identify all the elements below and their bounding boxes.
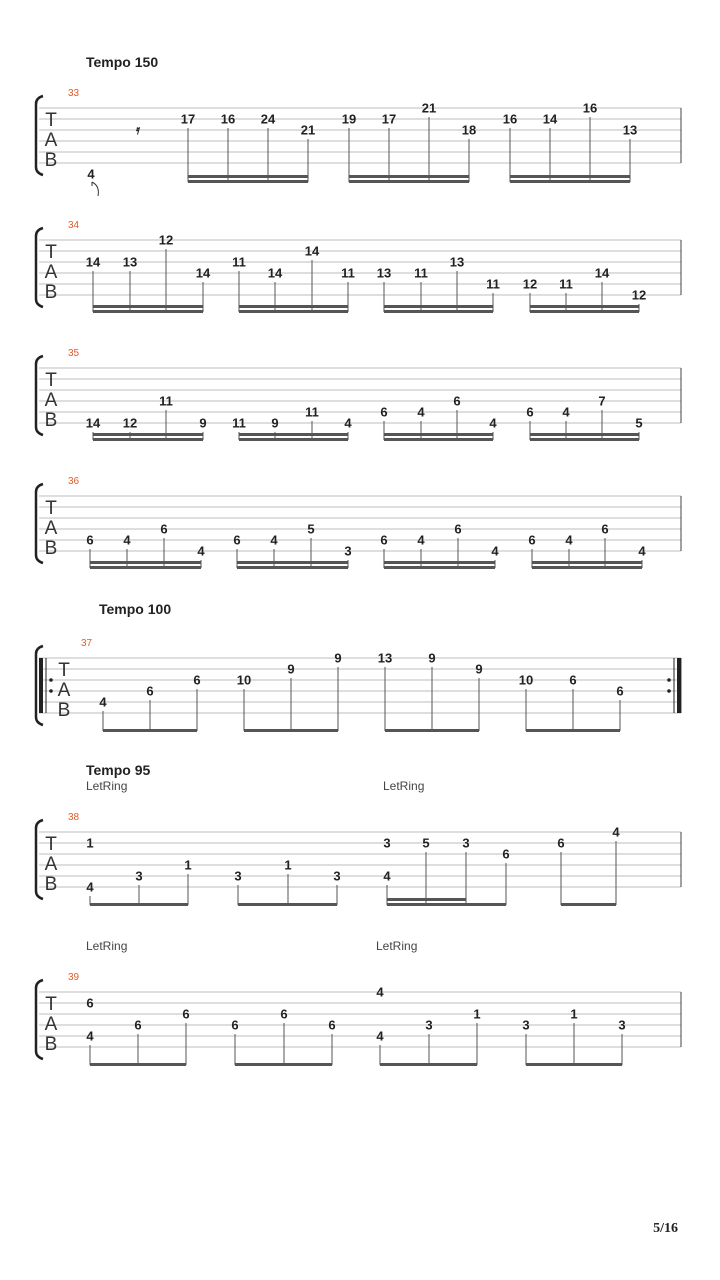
measure-number: 38	[68, 812, 80, 823]
fret-number: 7	[598, 393, 606, 409]
fret-number: 4	[86, 1028, 94, 1044]
fret-number: 12	[158, 232, 174, 248]
fret-number: 3	[462, 835, 470, 851]
fret-number: 4	[376, 1028, 384, 1044]
measure-number: 35	[68, 348, 80, 359]
beam	[384, 561, 495, 564]
fret-number: 4	[87, 166, 95, 182]
fret-number: 17	[180, 111, 196, 127]
fret-number: 19	[341, 111, 357, 127]
fret-number: 10	[236, 672, 252, 688]
beam	[93, 433, 203, 436]
beam	[532, 561, 642, 564]
beam	[188, 180, 308, 183]
measure-number: 33	[68, 88, 80, 99]
beam	[349, 175, 469, 178]
fret-number: 3	[425, 1017, 433, 1033]
fret-number: 6	[86, 532, 94, 548]
fret-number: 4	[612, 824, 620, 840]
fret-number: 6	[134, 1017, 142, 1033]
beam	[349, 180, 469, 183]
fret-number: 1	[284, 857, 292, 873]
fret-number: 3	[522, 1017, 530, 1033]
fret-number: 6	[233, 532, 241, 548]
beam	[387, 898, 466, 901]
fret-number: 4	[270, 532, 278, 548]
fret-number: 21	[421, 100, 437, 116]
repeat-end-thick-bar	[677, 658, 681, 713]
letring-label: LetRing	[383, 779, 425, 793]
beam	[188, 175, 308, 178]
fret-number: 6	[601, 521, 609, 537]
fret-number: 4	[344, 415, 352, 431]
fret-number: 6	[182, 1006, 190, 1022]
fret-number: 12	[522, 276, 538, 292]
tab-clef-letter: A	[44, 854, 58, 875]
repeat-dot	[49, 678, 53, 682]
tab-clef-letter: B	[44, 538, 58, 559]
fret-number: 13	[376, 265, 392, 281]
fret-number: 1	[86, 835, 94, 851]
fret-number: 14	[542, 111, 558, 127]
tab-clef-letter: A	[44, 130, 58, 151]
beam	[244, 729, 338, 732]
fret-number: 6	[146, 683, 154, 699]
fret-number: 3	[383, 835, 391, 851]
tab-clef-letter: T	[45, 370, 57, 391]
beam	[93, 305, 203, 308]
tab-clef-letter: T	[58, 660, 70, 681]
tab-clef-letter: A	[44, 1014, 58, 1035]
beam	[561, 903, 616, 906]
fret-number: 4	[565, 532, 573, 548]
fret-number: 9	[271, 415, 279, 431]
fret-number: 21	[300, 122, 316, 138]
fret-number: 6	[380, 532, 388, 548]
beam	[530, 433, 639, 436]
fret-number: 4	[417, 404, 425, 420]
measure-number: 36	[68, 476, 80, 487]
beam	[93, 438, 203, 441]
fret-number: 4	[99, 694, 107, 710]
beam	[526, 1063, 622, 1066]
beam	[239, 310, 348, 313]
repeat-start-thick-bar	[39, 658, 43, 713]
fret-number: 11	[232, 254, 246, 270]
fret-number: 13	[377, 650, 393, 666]
beam	[387, 903, 506, 906]
beam	[530, 438, 639, 441]
fret-number: 11	[159, 393, 173, 409]
fret-number: 6	[502, 846, 510, 862]
repeat-dot	[667, 689, 671, 693]
fret-number: 6	[557, 835, 565, 851]
repeat-dot	[667, 678, 671, 682]
fret-number: 14	[85, 254, 101, 270]
measure-number: 34	[68, 220, 80, 231]
fret-number: 14	[304, 243, 320, 259]
beam	[237, 566, 348, 569]
beam	[385, 729, 479, 732]
tempo-marking: Tempo 95	[86, 762, 151, 778]
tab-clef-letter: A	[44, 518, 58, 539]
fret-number: 4	[638, 543, 646, 559]
tab-clef-letter: T	[45, 834, 57, 855]
fret-number: 24	[260, 111, 276, 127]
fret-number: 6	[569, 672, 577, 688]
measure-number: 37	[81, 638, 93, 649]
tab-clef-letter: T	[45, 994, 57, 1015]
tempo-marking: Tempo 100	[99, 601, 172, 617]
fret-number: 16	[220, 111, 236, 127]
beam	[526, 729, 620, 732]
fret-number: 5	[307, 521, 315, 537]
fret-number: 16	[502, 111, 518, 127]
beam	[237, 561, 348, 564]
fret-number: 9	[334, 650, 342, 666]
fret-number: 12	[631, 287, 647, 303]
page-number: 5/16	[653, 1221, 678, 1236]
beam	[103, 729, 197, 732]
fret-number: 10	[518, 672, 534, 688]
beam	[510, 175, 630, 178]
fret-number: 6	[328, 1017, 336, 1033]
fret-number: 6	[528, 532, 536, 548]
fret-number: 6	[526, 404, 534, 420]
fret-number: 17	[381, 111, 397, 127]
measure-number: 39	[68, 972, 80, 983]
fret-number: 4	[417, 532, 425, 548]
fret-number: 6	[160, 521, 168, 537]
fret-number: 3	[234, 868, 242, 884]
fret-number: 14	[85, 415, 101, 431]
beam	[90, 1063, 186, 1066]
fret-number: 1	[570, 1006, 578, 1022]
fret-number: 4	[376, 984, 384, 1000]
fret-number: 6	[193, 672, 201, 688]
fret-number: 4	[197, 543, 205, 559]
fret-number: 9	[287, 661, 295, 677]
fret-number: 3	[333, 868, 341, 884]
fret-number: 9	[475, 661, 483, 677]
tab-clef-letter: B	[57, 700, 71, 721]
eighth-rest: 𝄿	[136, 122, 140, 137]
fret-number: 9	[428, 650, 436, 666]
fret-number: 13	[449, 254, 465, 270]
beam	[380, 1063, 477, 1066]
beam	[90, 903, 188, 906]
tab-clef-letter: B	[44, 150, 58, 171]
tempo-marking: Tempo 150	[86, 54, 159, 70]
fret-number: 3	[618, 1017, 626, 1033]
beam	[239, 305, 348, 308]
fret-number: 4	[562, 404, 570, 420]
letring-label: LetRing	[86, 939, 128, 953]
fret-number: 4	[489, 415, 497, 431]
beam	[532, 566, 642, 569]
fret-number: 3	[135, 868, 143, 884]
fret-number: 5	[422, 835, 430, 851]
fret-number: 11	[305, 404, 319, 420]
fret-number: 6	[454, 521, 462, 537]
tab-clef-letter: B	[44, 410, 58, 431]
beam	[384, 305, 493, 308]
fret-number: 12	[122, 415, 138, 431]
tab-clef-letter: T	[45, 498, 57, 519]
fret-number: 14	[594, 265, 610, 281]
repeat-dot	[49, 689, 53, 693]
tab-clef-letter: B	[44, 1034, 58, 1055]
fret-number: 6	[453, 393, 461, 409]
fret-number: 11	[232, 415, 246, 431]
beam	[238, 903, 337, 906]
beam	[239, 433, 348, 436]
letring-label: LetRing	[376, 939, 418, 953]
beam	[384, 310, 493, 313]
beam	[384, 433, 493, 436]
beam	[530, 310, 639, 313]
beam	[384, 566, 495, 569]
fret-number: 4	[123, 532, 131, 548]
beam	[90, 561, 201, 564]
tab-clef-letter: A	[44, 262, 58, 283]
fret-number: 6	[231, 1017, 239, 1033]
beam	[93, 310, 203, 313]
fret-number: 14	[195, 265, 211, 281]
tab-clef-letter: B	[44, 874, 58, 895]
beam	[90, 566, 201, 569]
fret-number: 16	[582, 100, 598, 116]
fret-number: 11	[341, 265, 355, 281]
fret-number: 6	[280, 1006, 288, 1022]
fret-number: 6	[616, 683, 624, 699]
fret-number: 1	[184, 857, 192, 873]
fret-number: 14	[267, 265, 283, 281]
grace-flag	[92, 182, 98, 196]
fret-number: 4	[86, 879, 94, 895]
fret-number: 4	[491, 543, 499, 559]
fret-number: 6	[86, 995, 94, 1011]
fret-number: 5	[635, 415, 643, 431]
fret-number: 11	[414, 265, 428, 281]
tab-clef-letter: T	[45, 110, 57, 131]
tab-clef-letter: A	[44, 390, 58, 411]
fret-number: 13	[622, 122, 638, 138]
fret-number: 3	[344, 543, 352, 559]
fret-number: 13	[122, 254, 138, 270]
tab-clef-letter: T	[45, 242, 57, 263]
fret-number: 18	[461, 122, 477, 138]
beam	[384, 438, 493, 441]
fret-number: 6	[380, 404, 388, 420]
fret-number: 9	[199, 415, 207, 431]
beam	[530, 305, 639, 308]
fret-number: 11	[559, 276, 573, 292]
tab-clef-letter: B	[44, 282, 58, 303]
beam	[510, 180, 630, 183]
fret-number: 11	[486, 276, 500, 292]
fret-number: 4	[383, 868, 391, 884]
fret-number: 1	[473, 1006, 481, 1022]
tab-clef-letter: A	[57, 680, 71, 701]
beam	[239, 438, 348, 441]
beam	[235, 1063, 332, 1066]
letring-label: LetRing	[86, 779, 128, 793]
